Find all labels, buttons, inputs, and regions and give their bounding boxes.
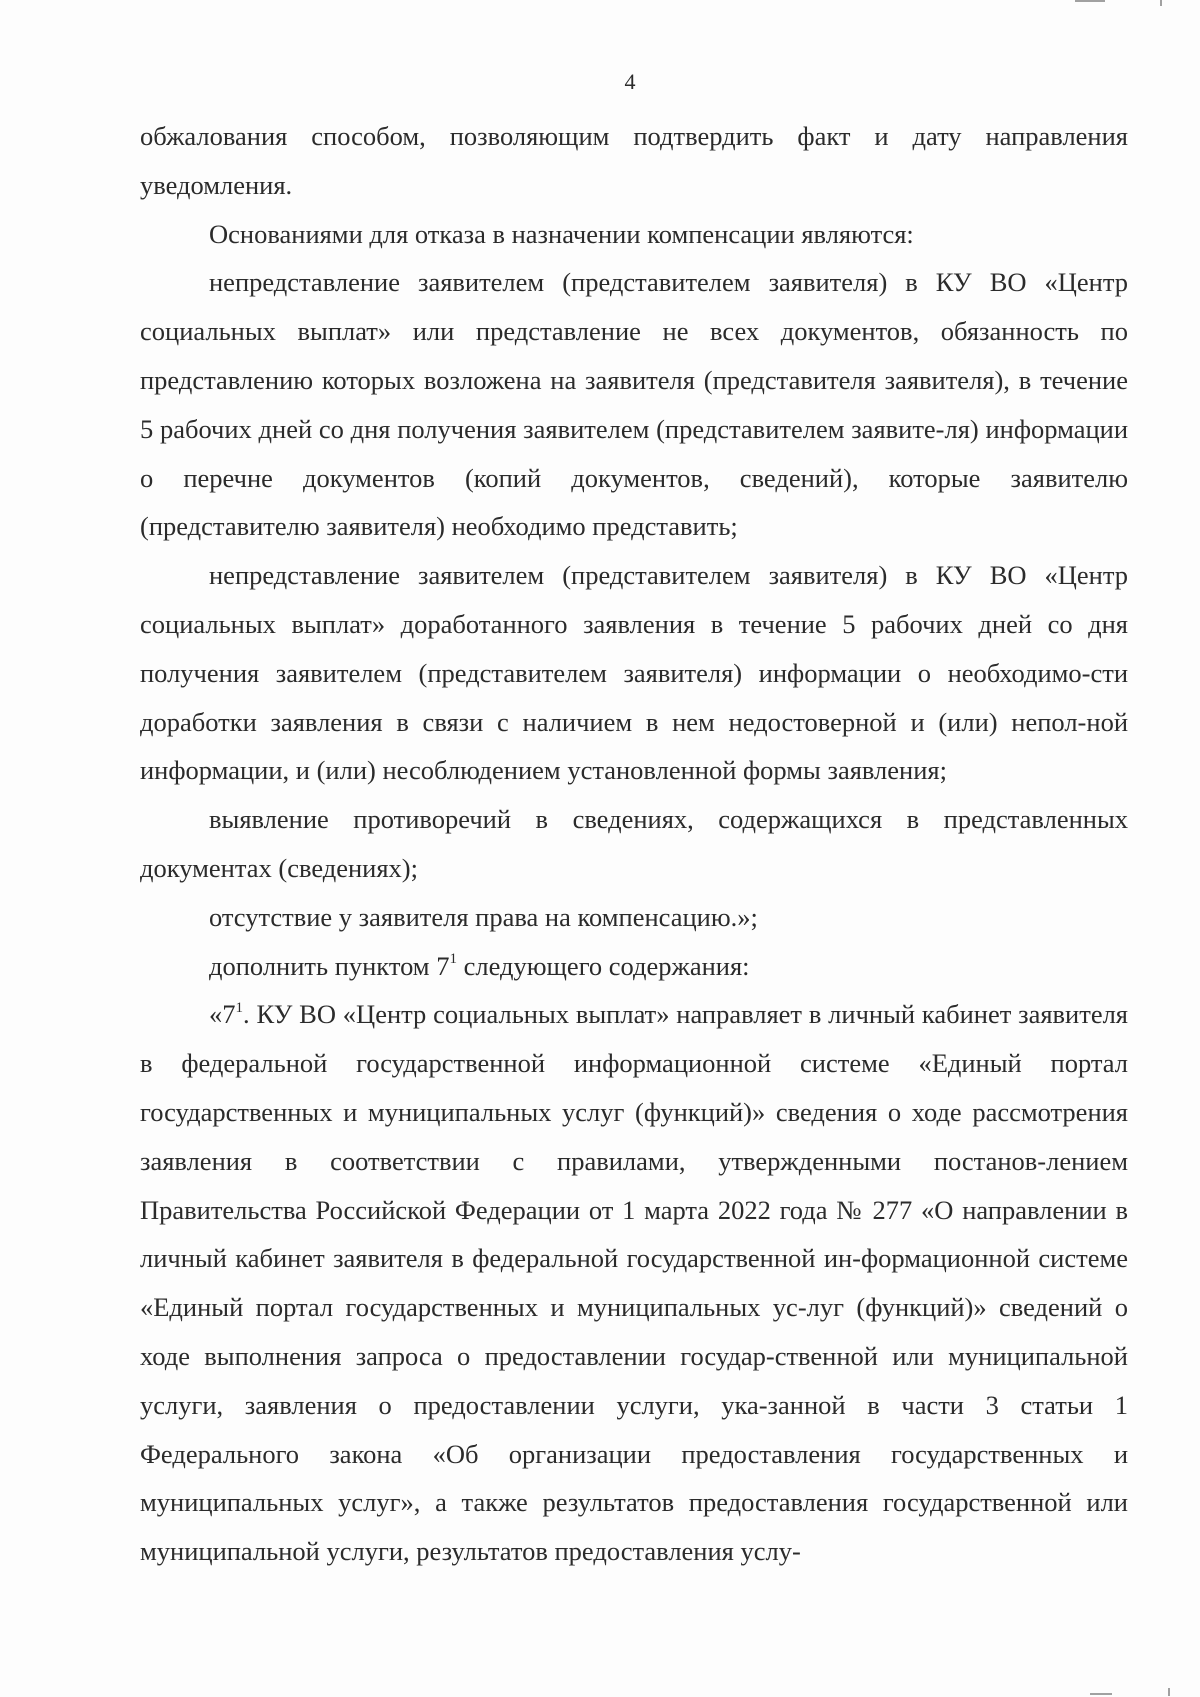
- document-body: [140, 112, 1128, 1576]
- page-number: 4: [624, 69, 636, 94]
- superscript-one: 1: [449, 950, 457, 967]
- paragraph-grounds-intro: Основаниями для отказа в назначении компенсации являются:: [209, 218, 914, 249]
- paragraph-clause-7-1: «$7^1$. КУ ВО «Центр социальных выплат» направляет в личный кабинет заявителя в федеральной государственной информационной системе «Единый портал государственных и муниципальных услуг (функций)» сведения о ходе рассмотрения заявления в соответствии с правилами, утвержденными постанов-лением Правительства Российской Федерации от 1 марта 2022 года № 277 «О направлении в личный кабинет заявителя в федеральной государственной ин-формационной системе «Единый портал государственных и муниципальных ус-луг (функций)» сведений о ходе выполнения запроса о предоставлении государ-ственной или муниципальной услуги, заявления о предоставлении услуги, ука-занной в части 3 статьи 1 Федерального закона «Об организации предоставления государственных и муниципальных услуг», а также результатов предоставления государственной или муниципальной услуги, результатов предоставления услу-: [140, 999, 1128, 1567]
- paragraph-continuation: обжалования способом, позволяющим подтвердить факт и дату направления уведомления.: [140, 121, 1128, 200]
- paragraph-ground-revised-application: непредставление заявителем (представителем заявителя) в КУ ВО «Центр социальных выплат» доработанного заявления в течение 5 рабочих дней со дня получения заявителем (представителем заявителя) информации о необходимо-сти доработки заявления в связи с наличием в нем недостоверной и (или) непол-ной информации, и (или) несоблюдением установленной формы заявления;: [140, 560, 1128, 786]
- scan-artifact: [1160, 0, 1162, 6]
- scan-artifact: [1090, 1693, 1112, 1695]
- scan-artifact: [1075, 0, 1105, 2]
- scan-artifact: [1168, 1688, 1170, 1696]
- paragraph-ground-no-right: отсутствие у заявителя права на компенсацию.»;: [209, 901, 758, 932]
- paragraph-amendment-intro: дополнить пунктом $7^1$ следующего содержания:: [209, 950, 750, 981]
- superscript-one: 1: [235, 999, 243, 1016]
- paragraph-ground-documents: непредставление заявителем (представителем заявителя) в КУ ВО «Центр социальных выплат» или представление не всех документов, обязанность по представлению которых возложена на заявителя (представителя заявителя), в течение 5 рабочих дней со дня получения заявителем (представителем заявите-ля) информации о перечне документов (копий документов, сведений), которые заявителю (представителю заявителя) необходимо представить;: [140, 267, 1128, 542]
- paragraph-ground-contradictions: выявление противоречий в сведениях, содержащихся в представленных документах (сведениях);: [140, 804, 1128, 883]
